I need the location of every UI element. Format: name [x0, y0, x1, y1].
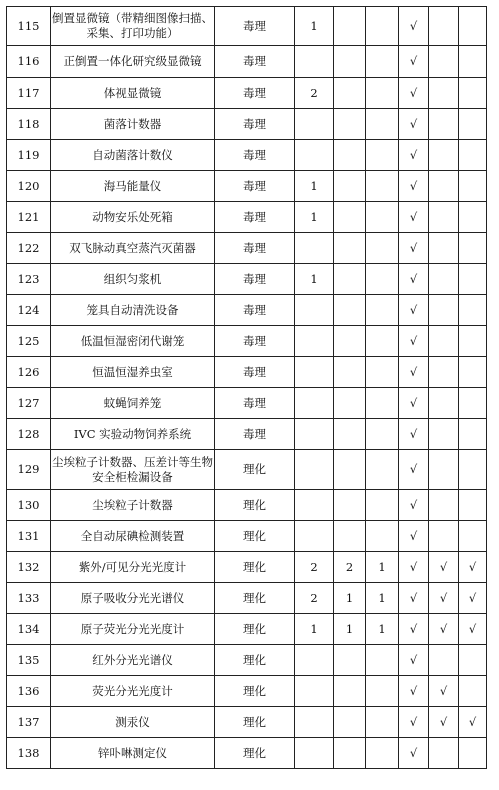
table-row	[7, 109, 487, 140]
equipment-name: 笼具自动清洗设备	[51, 295, 215, 326]
check-col-2	[429, 645, 459, 676]
equipment-name: 尘埃粒子计数器	[51, 490, 215, 521]
check-col-1: √	[399, 78, 429, 109]
category: 毒理	[215, 140, 295, 171]
category: 毒理	[215, 419, 295, 450]
check-col-2	[429, 233, 459, 264]
equipment-name: 红外分光光谱仪	[51, 645, 215, 676]
table-row	[7, 450, 487, 490]
count-col-1	[295, 676, 334, 707]
row-number: 120	[7, 171, 51, 202]
count-col-2	[334, 78, 366, 109]
check-col-2	[429, 490, 459, 521]
count-col-2	[334, 7, 366, 46]
check-col-1: √	[399, 614, 429, 645]
table-row	[7, 78, 487, 109]
count-col-1	[295, 707, 334, 738]
count-col-2	[334, 326, 366, 357]
row-number: 121	[7, 202, 51, 233]
count-col-3	[366, 645, 399, 676]
count-col-3: 1	[366, 583, 399, 614]
check-col-2	[429, 7, 459, 46]
count-col-3	[366, 738, 399, 769]
check-col-1: √	[399, 140, 429, 171]
count-col-2: 2	[334, 552, 366, 583]
check-col-1: √	[399, 46, 429, 78]
count-col-1	[295, 295, 334, 326]
check-col-3	[459, 357, 487, 388]
check-col-3	[459, 490, 487, 521]
count-col-1	[295, 521, 334, 552]
count-col-2	[334, 388, 366, 419]
count-col-2	[334, 140, 366, 171]
check-col-3	[459, 202, 487, 233]
count-col-1: 1	[295, 264, 334, 295]
row-number: 127	[7, 388, 51, 419]
check-col-1: √	[399, 233, 429, 264]
count-col-3	[366, 490, 399, 521]
row-number: 126	[7, 357, 51, 388]
check-col-3	[459, 295, 487, 326]
category: 毒理	[215, 171, 295, 202]
row-number: 115	[7, 7, 51, 46]
equipment-name: 组织匀浆机	[51, 264, 215, 295]
category: 毒理	[215, 326, 295, 357]
count-col-1	[295, 490, 334, 521]
row-number: 138	[7, 738, 51, 769]
check-col-1: √	[399, 109, 429, 140]
table-row	[7, 264, 487, 295]
count-col-1	[295, 357, 334, 388]
count-col-2	[334, 171, 366, 202]
equipment-name: 紫外/可见分光光度计	[51, 552, 215, 583]
table-row	[7, 552, 487, 583]
equipment-name: 测汞仪	[51, 707, 215, 738]
equipment-name: 原子吸收分光光谱仪	[51, 583, 215, 614]
count-col-2	[334, 202, 366, 233]
count-col-3: 1	[366, 552, 399, 583]
count-col-1	[295, 140, 334, 171]
count-col-2	[334, 707, 366, 738]
equipment-name: 体视显微镜	[51, 78, 215, 109]
row-number: 135	[7, 645, 51, 676]
row-number: 132	[7, 552, 51, 583]
count-col-3: 1	[366, 614, 399, 645]
count-col-3	[366, 295, 399, 326]
category: 毒理	[215, 388, 295, 419]
check-col-2: √	[429, 707, 459, 738]
category: 理化	[215, 738, 295, 769]
check-col-2	[429, 357, 459, 388]
category: 毒理	[215, 109, 295, 140]
count-col-1: 2	[295, 552, 334, 583]
count-col-3	[366, 171, 399, 202]
check-col-3: √	[459, 707, 487, 738]
row-number: 117	[7, 78, 51, 109]
table-row	[7, 388, 487, 419]
check-col-2	[429, 521, 459, 552]
check-col-1: √	[399, 264, 429, 295]
check-col-3	[459, 738, 487, 769]
row-number: 116	[7, 46, 51, 78]
check-col-2: √	[429, 552, 459, 583]
count-col-3	[366, 707, 399, 738]
count-col-1	[295, 419, 334, 450]
equipment-name: 正倒置一体化研究级显微镜	[51, 46, 215, 78]
check-col-2	[429, 388, 459, 419]
row-number: 137	[7, 707, 51, 738]
check-col-3	[459, 645, 487, 676]
count-col-3	[366, 450, 399, 490]
check-col-1: √	[399, 202, 429, 233]
equipment-name: 恒温恒湿养虫室	[51, 357, 215, 388]
table-row	[7, 171, 487, 202]
count-col-2	[334, 738, 366, 769]
count-col-1: 1	[295, 614, 334, 645]
count-col-3	[366, 676, 399, 707]
check-col-2	[429, 171, 459, 202]
category: 毒理	[215, 202, 295, 233]
equipment-name: 低温恒湿密闭代谢笼	[51, 326, 215, 357]
check-col-2	[429, 46, 459, 78]
equipment-name: 蚊蝇饲养笼	[51, 388, 215, 419]
check-col-3	[459, 46, 487, 78]
category: 理化	[215, 583, 295, 614]
check-col-1: √	[399, 707, 429, 738]
equipment-name: 全自动尿碘检测装置	[51, 521, 215, 552]
check-col-2	[429, 109, 459, 140]
check-col-1: √	[399, 521, 429, 552]
equipment-name: 荧光分光光度计	[51, 676, 215, 707]
table-row	[7, 645, 487, 676]
count-col-3	[366, 357, 399, 388]
equipment-name: 海马能量仪	[51, 171, 215, 202]
check-col-3	[459, 388, 487, 419]
category: 理化	[215, 707, 295, 738]
row-number: 125	[7, 326, 51, 357]
table-row	[7, 521, 487, 552]
count-col-3	[366, 46, 399, 78]
count-col-3	[366, 109, 399, 140]
count-col-3	[366, 140, 399, 171]
count-col-1: 1	[295, 171, 334, 202]
count-col-2	[334, 46, 366, 78]
check-col-2: √	[429, 614, 459, 645]
category: 毒理	[215, 46, 295, 78]
table-row	[7, 46, 487, 78]
check-col-3	[459, 419, 487, 450]
category: 毒理	[215, 7, 295, 46]
check-col-2	[429, 78, 459, 109]
count-col-1	[295, 233, 334, 264]
check-col-1: √	[399, 490, 429, 521]
table-row	[7, 738, 487, 769]
check-col-1: √	[399, 388, 429, 419]
check-col-1: √	[399, 295, 429, 326]
check-col-3	[459, 78, 487, 109]
table-row	[7, 676, 487, 707]
check-col-3	[459, 109, 487, 140]
row-number: 124	[7, 295, 51, 326]
check-col-1: √	[399, 419, 429, 450]
check-col-3: √	[459, 583, 487, 614]
row-number: 131	[7, 521, 51, 552]
check-col-2	[429, 738, 459, 769]
count-col-1	[295, 645, 334, 676]
count-col-1	[295, 46, 334, 78]
table-body	[7, 7, 487, 769]
check-col-1: √	[399, 171, 429, 202]
table-row	[7, 233, 487, 264]
count-col-1	[295, 326, 334, 357]
count-col-1	[295, 738, 334, 769]
count-col-2	[334, 521, 366, 552]
check-col-3	[459, 450, 487, 490]
table-row	[7, 614, 487, 645]
equipment-table	[6, 6, 487, 769]
check-col-1: √	[399, 357, 429, 388]
count-col-3	[366, 521, 399, 552]
count-col-2	[334, 264, 366, 295]
category: 理化	[215, 614, 295, 645]
count-col-1: 2	[295, 78, 334, 109]
count-col-2: 1	[334, 583, 366, 614]
count-col-2	[334, 357, 366, 388]
count-col-1	[295, 109, 334, 140]
check-col-3	[459, 140, 487, 171]
count-col-2	[334, 419, 366, 450]
count-col-1: 2	[295, 583, 334, 614]
category: 毒理	[215, 233, 295, 264]
count-col-3	[366, 233, 399, 264]
category: 毒理	[215, 264, 295, 295]
check-col-3	[459, 326, 487, 357]
check-col-2: √	[429, 676, 459, 707]
category: 理化	[215, 552, 295, 583]
count-col-2: 1	[334, 614, 366, 645]
category: 理化	[215, 645, 295, 676]
count-col-3	[366, 78, 399, 109]
category: 毒理	[215, 295, 295, 326]
table-row	[7, 583, 487, 614]
count-col-2	[334, 233, 366, 264]
count-col-1: 1	[295, 202, 334, 233]
row-number: 118	[7, 109, 51, 140]
check-col-3	[459, 676, 487, 707]
row-number: 122	[7, 233, 51, 264]
table-row	[7, 490, 487, 521]
check-col-2	[429, 202, 459, 233]
count-col-3	[366, 388, 399, 419]
check-col-2	[429, 295, 459, 326]
check-col-2	[429, 264, 459, 295]
table-row	[7, 202, 487, 233]
count-col-1	[295, 450, 334, 490]
equipment-name: 菌落计数器	[51, 109, 215, 140]
equipment-name: 尘埃粒子计数器、压差计等生物安全柜检漏设备	[51, 450, 215, 490]
check-col-1: √	[399, 552, 429, 583]
equipment-name: 动物安乐处死箱	[51, 202, 215, 233]
count-col-2	[334, 676, 366, 707]
row-number: 123	[7, 264, 51, 295]
check-col-1: √	[399, 676, 429, 707]
equipment-name: 锌卟啉测定仪	[51, 738, 215, 769]
check-col-2	[429, 140, 459, 171]
equipment-name: 双飞脉动真空蒸汽灭菌器	[51, 233, 215, 264]
table-row	[7, 140, 487, 171]
row-number: 136	[7, 676, 51, 707]
check-col-1: √	[399, 326, 429, 357]
check-col-3	[459, 7, 487, 46]
row-number: 129	[7, 450, 51, 490]
count-col-2	[334, 450, 366, 490]
category: 理化	[215, 490, 295, 521]
row-number: 119	[7, 140, 51, 171]
count-col-2	[334, 645, 366, 676]
check-col-3	[459, 521, 487, 552]
row-number: 130	[7, 490, 51, 521]
check-col-2	[429, 450, 459, 490]
check-col-1: √	[399, 738, 429, 769]
count-col-3	[366, 419, 399, 450]
equipment-name: 自动菌落计数仪	[51, 140, 215, 171]
category: 毒理	[215, 78, 295, 109]
category: 毒理	[215, 357, 295, 388]
check-col-1: √	[399, 583, 429, 614]
count-col-2	[334, 295, 366, 326]
row-number: 133	[7, 583, 51, 614]
count-col-1	[295, 388, 334, 419]
check-col-1: √	[399, 645, 429, 676]
table-row	[7, 295, 487, 326]
check-col-3: √	[459, 552, 487, 583]
equipment-name: IVC 实验动物饲养系统	[51, 419, 215, 450]
check-col-3	[459, 264, 487, 295]
check-col-3	[459, 233, 487, 264]
table-row	[7, 357, 487, 388]
count-col-3	[366, 7, 399, 46]
count-col-1: 1	[295, 7, 334, 46]
row-number: 134	[7, 614, 51, 645]
count-col-3	[366, 202, 399, 233]
check-col-1: √	[399, 7, 429, 46]
category: 理化	[215, 676, 295, 707]
check-col-3: √	[459, 614, 487, 645]
count-col-2	[334, 490, 366, 521]
table-row	[7, 326, 487, 357]
row-number: 128	[7, 419, 51, 450]
count-col-2	[334, 109, 366, 140]
table-row	[7, 707, 487, 738]
check-col-2: √	[429, 583, 459, 614]
table-row	[7, 7, 487, 46]
count-col-3	[366, 264, 399, 295]
check-col-1: √	[399, 450, 429, 490]
equipment-name: 原子荧光分光光度计	[51, 614, 215, 645]
equipment-name: 倒置显微镜（带精细图像扫描、采集、打印功能）	[51, 7, 215, 46]
category: 理化	[215, 521, 295, 552]
table-row	[7, 419, 487, 450]
category: 理化	[215, 450, 295, 490]
check-col-2	[429, 419, 459, 450]
count-col-3	[366, 326, 399, 357]
check-col-3	[459, 171, 487, 202]
check-col-2	[429, 326, 459, 357]
